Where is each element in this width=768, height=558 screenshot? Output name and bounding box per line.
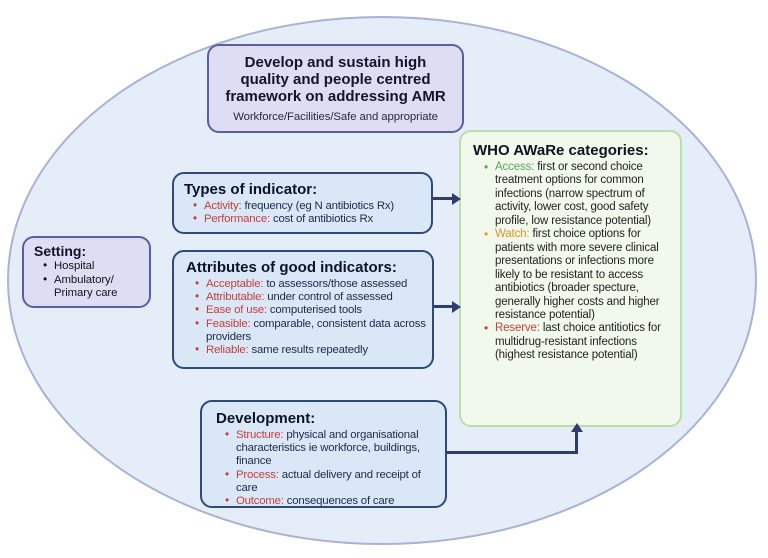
types-title: Types of indicator: — [184, 181, 318, 198]
arrow-types-to-who-head — [452, 193, 461, 205]
development-title: Development: — [216, 410, 316, 427]
development-list — [216, 429, 439, 508]
framework-title: Develop and sustain high quality and people centred framework on addressing AMR — [225, 54, 446, 105]
list-item: • Watch: first choice options for patients with more severe clinical presentations or infections more likely to be resistant to access antibiotics (broader specture, generally higher costs and higher resistance potential) — [483, 228, 672, 322]
framework-box — [207, 44, 464, 133]
attributes-list — [186, 278, 426, 357]
framework-subtitle: Workforce/Facilities/Safe and appropriate — [233, 111, 438, 124]
types-of-indicator-box — [172, 172, 433, 234]
list-item: • Reliable: same results repeatedly — [194, 344, 426, 357]
list-item: • Acceptable: to assessors/those assessed — [194, 278, 426, 291]
attributes-title: Attributes of good indicators: — [186, 259, 397, 276]
list-item: • Reserve: last choice antitiotics for multidrug-resistant infections (highest resistance potential) — [483, 322, 672, 362]
arrow-development-to-who-head — [571, 423, 583, 432]
setting-list — [34, 260, 143, 300]
types-list — [184, 200, 425, 226]
who-aware-box — [459, 130, 682, 427]
list-item: • Access: first or second choice treatment options for common infections (narrow spectrum of activity, lower cost, good safety profile, low resistance potential) — [483, 161, 672, 228]
development-box — [200, 400, 447, 508]
list-item: • Process: actual delivery and receipt of care — [224, 469, 439, 495]
list-item: • Hospital — [42, 260, 143, 273]
arrow-attributes-to-who-head — [452, 301, 461, 313]
list-item: • Ambulatory/ Primary care — [42, 274, 143, 300]
attributes-box — [172, 250, 434, 369]
list-item: • Structure: physical and organisational characteristics ie workforce, buildings, finance — [224, 429, 439, 469]
list-item: • Feasible: comparable, consistent data across providers — [194, 318, 426, 344]
who-aware-title: WHO AWaRe categories: — [473, 142, 649, 159]
who-aware-list — [473, 161, 672, 363]
list-item: • Ease of use: computerised tools — [194, 304, 426, 317]
list-item: • Outcome: consequences of care — [224, 495, 439, 508]
arrow-development-to-who-hline — [446, 451, 578, 454]
arrow-types-to-who-line — [433, 197, 453, 200]
arrow-development-to-who-vline — [575, 431, 578, 454]
setting-title: Setting: — [34, 243, 87, 259]
list-item: • Performance: cost of antibiotics Rx — [192, 213, 425, 226]
list-item: • Attributable: under control of assessed — [194, 291, 426, 304]
arrow-attributes-to-who-line — [434, 305, 453, 308]
setting-box — [22, 236, 151, 308]
list-item: • Activity: frequency (eg N antibiotics Rx) — [192, 200, 425, 213]
